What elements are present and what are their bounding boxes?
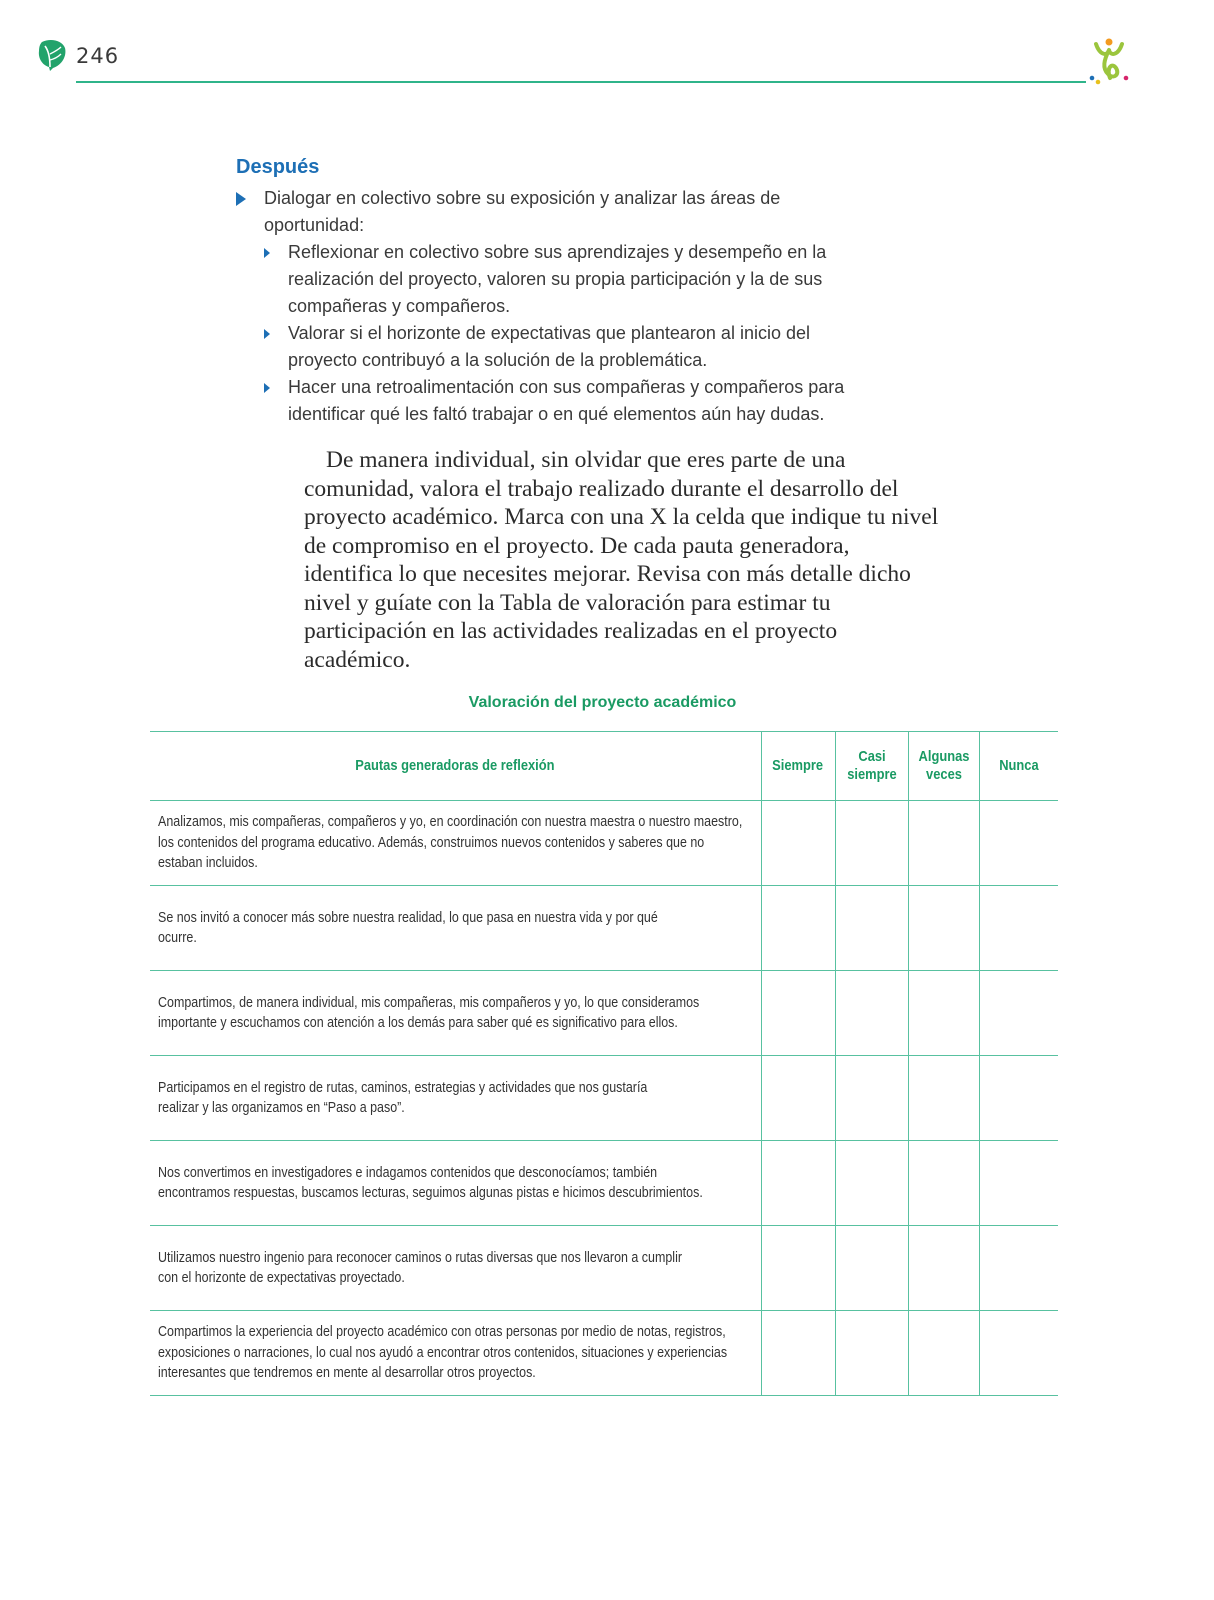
check-cell-algunas-veces[interactable]	[908, 801, 979, 886]
table-row	[150, 1226, 1058, 1311]
sub-bullet	[264, 239, 856, 320]
sub-bullet-text: Hacer una retroalimentación con sus compañeras y compañeros para identificar qué les faltó trabajar o en qué elementos aún hay dudas.	[288, 377, 845, 424]
statement-cell: Analizamos, mis compañeras, compañeros y yo, en coordinación con nuestra maestra o nuestro maestro, los contenidos del programa educativo. Además, construimos nuevos contenidos y saberes que no estaban incluidos.	[150, 801, 761, 886]
main-bullet-text: Dialogar en colectivo sobre su exposición y analizar las áreas de oportunidad:	[264, 188, 781, 235]
table-row	[150, 1141, 1058, 1226]
table-row	[150, 1056, 1058, 1141]
check-cell-nunca[interactable]	[979, 1311, 1058, 1396]
table-row	[150, 1311, 1058, 1396]
table-row	[150, 886, 1058, 971]
check-cell-nunca[interactable]	[979, 801, 1058, 886]
sub-bullet-text: Reflexionar en colectivo sobre sus aprendizajes y desempeño en la realización del proyecto, valoren su propia participación y la de sus compañeras y compañeros.	[288, 242, 827, 316]
check-cell-nunca[interactable]	[979, 886, 1058, 971]
check-cell-algunas-veces[interactable]	[908, 1056, 979, 1141]
header-siempre: Siempre	[761, 732, 835, 801]
check-cell-siempre[interactable]	[761, 1141, 835, 1226]
table-title: Valoración del proyecto académico	[468, 694, 737, 711]
check-cell-siempre[interactable]	[761, 801, 835, 886]
sub-bullet	[264, 374, 856, 428]
despues-section	[236, 156, 856, 428]
rating-table	[150, 731, 1058, 1396]
statement-cell: Se nos invitó a conocer más sobre nuestra realidad, lo que pasa en nuestra vida y por qué ocurre.	[150, 886, 761, 971]
check-cell-casi-siempre[interactable]	[835, 1056, 908, 1141]
check-cell-nunca[interactable]	[979, 971, 1058, 1056]
check-cell-siempre[interactable]	[761, 886, 835, 971]
leaf-icon	[36, 38, 68, 72]
statement-cell: Nos convertimos en investigadores e indagamos contenidos que desconocíamos; también encontramos respuestas, buscamos lecturas, seguimos algunas pistas e hicimos descubrimientos.	[150, 1141, 761, 1226]
statement-cell: Utilizamos nuestro ingenio para reconocer caminos o rutas diversas que nos llevaron a cumplir con el horizonte de expectativas proyectado.	[150, 1226, 761, 1311]
table-row	[150, 971, 1058, 1056]
table-row	[150, 801, 1058, 886]
bullet-arrow-icon	[236, 192, 246, 206]
check-cell-casi-siempre[interactable]	[835, 971, 908, 1056]
check-cell-siempre[interactable]	[761, 1056, 835, 1141]
check-cell-casi-siempre[interactable]	[835, 886, 908, 971]
check-cell-casi-siempre[interactable]	[835, 1141, 908, 1226]
header-nunca: Nunca	[979, 732, 1058, 801]
section-heading: Después	[236, 156, 320, 178]
check-cell-algunas-veces[interactable]	[908, 886, 979, 971]
bullet-arrow-icon	[264, 383, 270, 393]
bullet-arrow-icon	[264, 248, 270, 258]
check-cell-algunas-veces[interactable]	[908, 971, 979, 1056]
bullet-arrow-icon	[264, 329, 270, 339]
statement-cell: Compartimos la experiencia del proyecto académico con otras personas por medio de notas, registros, exposiciones o narraciones, lo cual nos ayudó a encontrar otros contenidos, situaciones y experiencias interesantes que tendremos en mente al desarrollar otros proyectos.	[150, 1311, 761, 1396]
instruction-paragraph: De manera individual, sin olvidar que eres parte de una comunidad, valora el trabajo realizado durante el desarrollo del proyecto académico. Marca con una X la celda que indique tu nivel de compromiso en el proyecto. De cada pauta generadora, identifica lo que necesites mejorar. Revisa con más detalle dicho nivel y guíate con la Tabla de valoración para estimar tu participación en las actividades realizadas en el proyecto académico.	[304, 447, 939, 673]
check-cell-casi-siempre[interactable]	[835, 801, 908, 886]
check-cell-nunca[interactable]	[979, 1141, 1058, 1226]
check-cell-siempre[interactable]	[761, 1311, 835, 1396]
page-header	[0, 0, 1214, 100]
check-cell-casi-siempre[interactable]	[835, 1311, 908, 1396]
bullet-list	[236, 185, 856, 428]
check-cell-nunca[interactable]	[979, 1056, 1058, 1141]
check-cell-algunas-veces[interactable]	[908, 1311, 979, 1396]
main-bullet	[236, 185, 856, 428]
page-number: 246	[76, 44, 120, 68]
header-rule	[76, 81, 1086, 83]
table-header-row	[150, 732, 1058, 801]
sub-bullet-text: Valorar si el horizonte de expectativas que plantearon al inicio del proyecto contribuyó a la solución de la problemática.	[288, 323, 810, 370]
header-casi-siempre: Casi siempre	[835, 732, 908, 801]
check-cell-casi-siempre[interactable]	[835, 1226, 908, 1311]
check-cell-algunas-veces[interactable]	[908, 1226, 979, 1311]
header-pautas: Pautas generadoras de reflexión	[150, 732, 761, 801]
check-cell-algunas-veces[interactable]	[908, 1141, 979, 1226]
check-cell-siempre[interactable]	[761, 1226, 835, 1311]
sub-bullet	[264, 320, 856, 374]
check-cell-siempre[interactable]	[761, 971, 835, 1056]
sub-bullet-list	[264, 239, 856, 428]
statement-cell: Compartimos, de manera individual, mis compañeras, mis compañeros y yo, lo que consideramos importante y escuchamos con atención a los demás para saber qué es significativo para ellos.	[150, 971, 761, 1056]
check-cell-nunca[interactable]	[979, 1226, 1058, 1311]
flower-person-logo-icon	[1086, 34, 1144, 88]
header-algunas-veces: Algunas veces	[908, 732, 979, 801]
statement-cell: Participamos en el registro de rutas, caminos, estrategias y actividades que nos gustaría realizar y las organizamos en “Paso a paso”.	[150, 1056, 761, 1141]
